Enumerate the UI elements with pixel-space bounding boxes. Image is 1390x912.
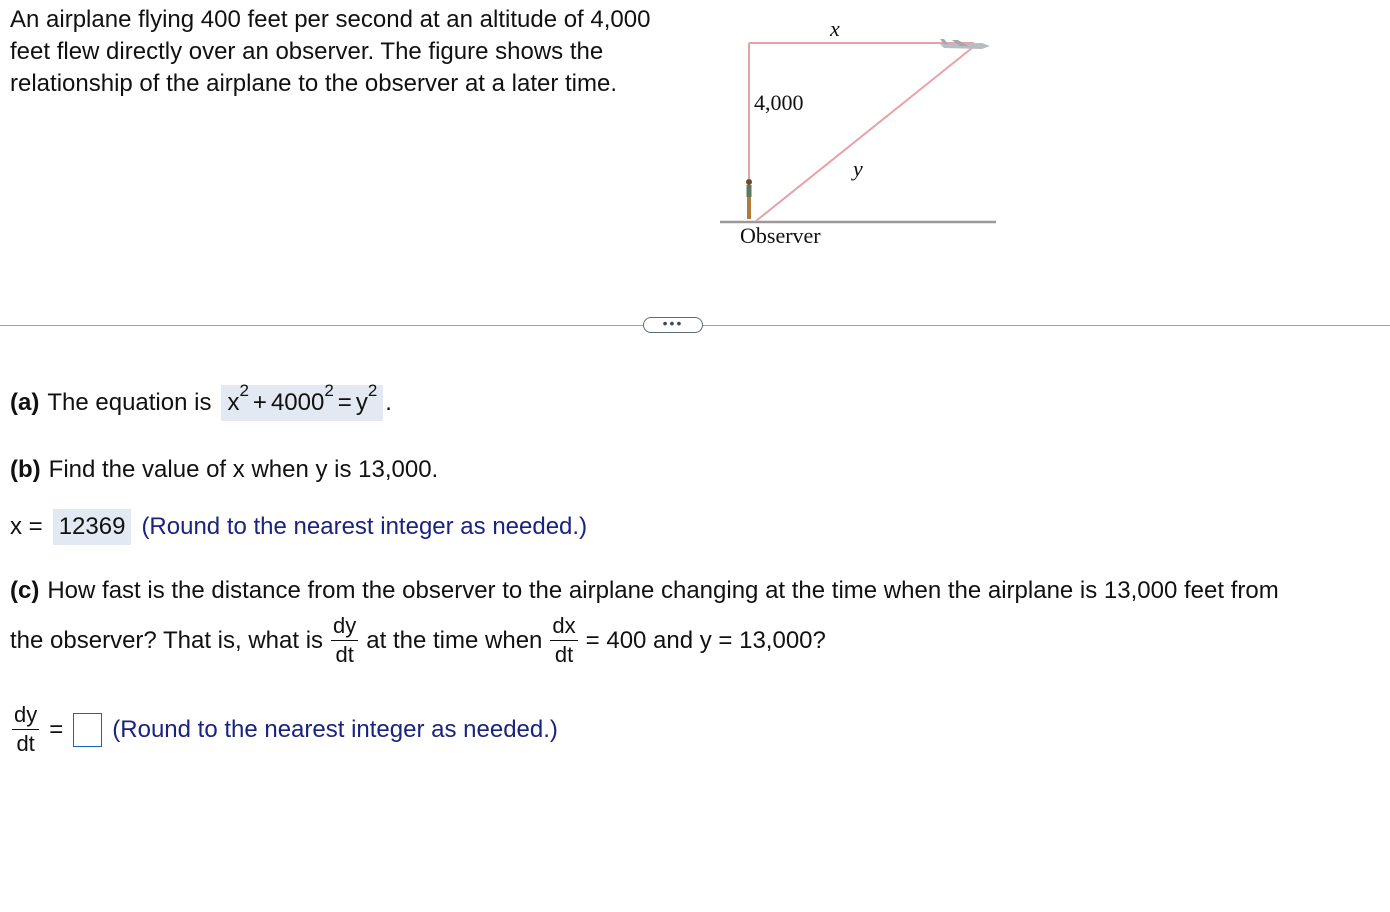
airplane-icon: [940, 39, 990, 49]
dy-dt-fraction: $\frac{dy}{dt}$: [333, 613, 357, 667]
part-c-line2-pre: the observer? That is, what is: [10, 626, 324, 654]
label-altitude: 4,000: [754, 90, 804, 115]
part-a-row: [10, 381, 392, 421]
problem-line: An airplane flying 400 feet per second at an altitude of 4,000: [10, 6, 651, 33]
part-b-answer-row: [10, 509, 587, 545]
problem-line: relationship of the airplane to the observer at a later time.: [10, 70, 618, 97]
part-c-line1: How fast is the distance from the observer to the airplane changing at the time when the airplane is 13,000 feet from: [47, 577, 1279, 604]
part-a-label: (a): [10, 389, 40, 416]
part-a-answer: x 2 + 4000 2 = y 2: [221, 385, 383, 421]
part-c-row: [10, 577, 1279, 605]
part-c-answer-row: [10, 703, 558, 756]
part-c-note: (Round to the nearest integer as needed.): [112, 715, 558, 743]
dy-dt-answer-input[interactable]: [73, 713, 102, 747]
hypotenuse-line: [756, 48, 972, 221]
part-b-note: (Round to the nearest integer as needed.): [141, 513, 588, 540]
show-more-button[interactable]: [643, 317, 703, 333]
part-c-line2-row: [10, 614, 826, 667]
label-x: x: [830, 16, 840, 41]
answer-dy-dt-fraction: $\frac{dy}{dt}$: [14, 702, 38, 756]
part-b-row: [10, 456, 438, 484]
part-b-text: Find the value of x when y is 13,000.: [48, 456, 439, 483]
part-c-line2-post: = 400 and y = 13,000?: [585, 626, 826, 654]
part-b-answer: 12369: [53, 509, 132, 545]
problem-line: feet flew directly over an observer. The figure shows the: [10, 38, 604, 65]
observer-person-icon: [746, 179, 752, 219]
airplane-observer-figure: [712, 10, 1012, 260]
part-c-line2-mid: at the time when: [366, 626, 543, 654]
part-b-label: (b): [10, 456, 41, 483]
part-c-label: (c): [10, 577, 40, 604]
problem-statement: [10, 4, 730, 100]
answer-equals: =: [49, 715, 64, 743]
part-a-period: .: [385, 389, 392, 416]
part-a-text: The equation is: [47, 389, 212, 416]
dx-dt-fraction: $\frac{dx}{dt}$: [552, 613, 576, 667]
part-b-variable: x =: [10, 513, 43, 540]
label-observer: Observer: [740, 223, 821, 248]
ellipsis-icon: •••: [662, 315, 684, 331]
label-y: y: [853, 156, 863, 181]
